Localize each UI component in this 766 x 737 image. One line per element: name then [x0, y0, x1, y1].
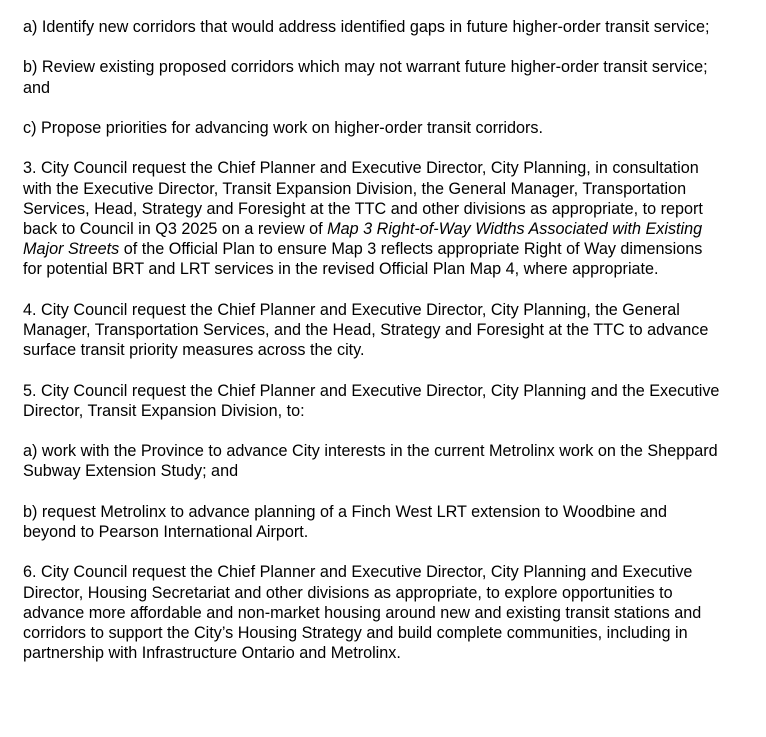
paragraph-3-map-3-review: [23, 158, 723, 279]
paragraph-4-transit-priority: 4. City Council request the Chief Planner and Executive Director, City Planning, the General Manager, Transportation Services, and the Head, Strategy and Foresight at the TTC to advance surface transit priority measures across the city.: [23, 300, 709, 360]
paragraph-b-review-corridors: b) Review existing proposed corridors which may not warrant future higher-order transit service; and: [23, 58, 708, 97]
paragraph-3-map-title: Map 3 Right-of-Way Widths Associated with Existing Major Streets: [23, 219, 703, 259]
paragraph-c-propose-priorities: c) Propose priorities for advancing work on higher-order transit corridors.: [23, 118, 544, 137]
paragraph-3-text-before: 3. City Council request the Chief Planner and Executive Director, City Planning, in consultation with the Executive Director, Transit Expansion Division, the General Manager, Transportation Services, Head, Strategy and Foresight at the TTC and other divisions as appropriate, to report back to Council in Q3 2025 on a review of: [23, 159, 703, 238]
document-body: [23, 17, 723, 663]
paragraph-5b-finch-west-lrt: b) request Metrolinx to advance planning of a Finch West LRT extension to Woodbine and beyond to Pearson International Airport.: [23, 502, 667, 541]
paragraph-5-transit-expansion: 5. City Council request the Chief Planner and Executive Director, City Planning and the Executive Director, Transit Expansion Division, to:: [23, 381, 720, 420]
paragraph-a-identify-corridors: a) Identify new corridors that would address identified gaps in future higher-order transit service;: [23, 18, 710, 36]
paragraph-3-text-after: of the Official Plan to ensure Map 3 reflects appropriate Right of Way dimensions for potential BRT and LRT services in the revised Official Plan Map 4, where appropriate.: [23, 240, 703, 279]
paragraph-5a-sheppard-subway: a) work with the Province to advance City interests in the current Metrolinx work on the Sheppard Subway Extension Study; and: [23, 442, 718, 481]
paragraph-6-affordable-housing: 6. City Council request the Chief Planner and Executive Director, City Planning and Executive Director, Housing Secretariat and other divisions as appropriate, to explore opportunities to advance more affordable and non-market housing around new and existing transit stations and corridors to support the City’s Housing Strategy and build complete communities, including in partnership with Infrastructure Ontario and Metrolinx.: [23, 563, 702, 663]
